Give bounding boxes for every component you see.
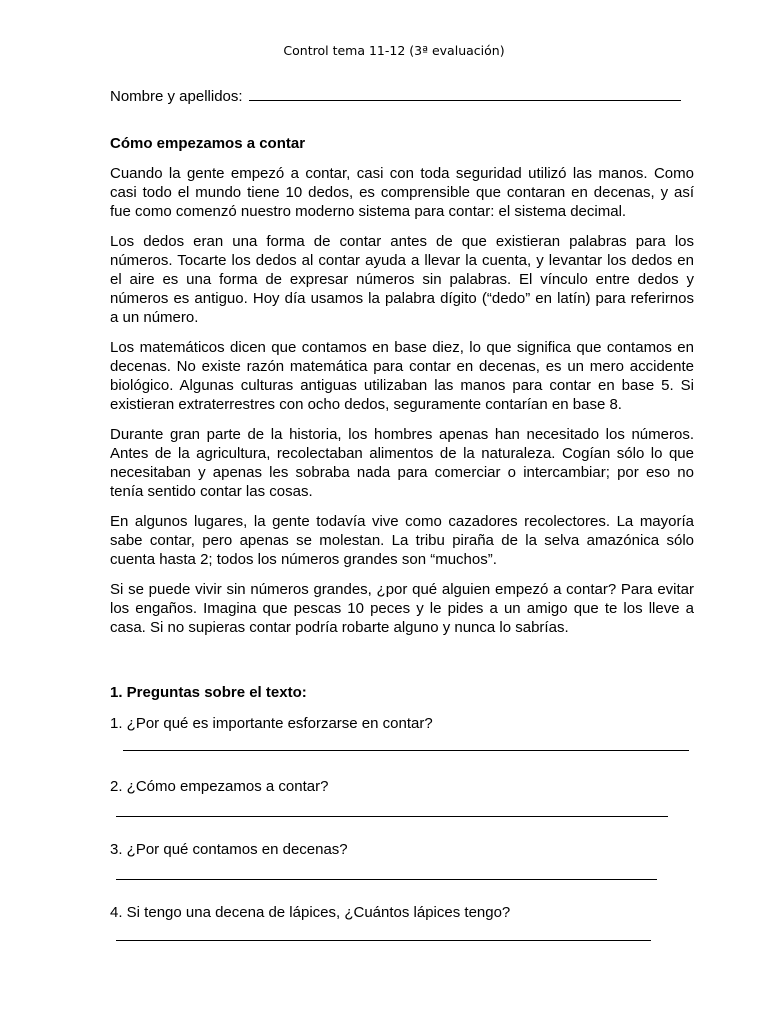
article-paragraph: Los matemáticos dicen que contamos en base diez, lo que significa que contamos en decenas. No existe razón matemática para contar en decenas, es un mero accidente biológico. Algunas culturas antiguas utilizaban las manos para contar en base 5. Si existieran extraterrestres con ocho dedos, seguramente contarían en base 8. bbox=[110, 339, 694, 413]
article-paragraph: Cuando la gente empezó a contar, casi con toda seguridad utilizó las manos. Como casi todo el mundo tiene 10 dedos, es comprensible que contaran en decenas, y así fue como comenzó nuestro moderno sistema para contar: el sistema decimal. bbox=[110, 165, 694, 220]
questions-section bbox=[110, 684, 694, 921]
answer-line-3[interactable] bbox=[116, 879, 657, 880]
name-field bbox=[110, 84, 690, 105]
page-header: Control tema 11-12 (3ª evaluación) bbox=[283, 43, 505, 58]
answer-line-1[interactable] bbox=[123, 750, 689, 751]
questions-title: 1. Preguntas sobre el texto: bbox=[110, 684, 307, 701]
question-1: 1. ¿Por qué es importante esforzarse en contar? bbox=[110, 715, 433, 732]
article-paragraph: Los dedos eran una forma de contar antes de que existieran palabras para los números. Tocarte los dedos al contar ayuda a llevar la cuenta, y levantar los dedos en el aire es una forma de expresar números sin palabras. El vínculo entre dedos y números es antiguo. Hoy día usamos la palabra dígito (“dedo” en latín) para referirnos a un número. bbox=[110, 233, 694, 326]
name-field-label: Nombre y apellidos: bbox=[110, 88, 247, 105]
article-paragraph: Si se puede vivir sin números grandes, ¿por qué alguien empezó a contar? Para evitar los engaños. Imagina que pescas 10 peces y le pides a un amigo que te los lleve a casa. Si no supieras contar podría robarte alguno y nunca lo sabrías. bbox=[110, 581, 694, 636]
name-input-line[interactable] bbox=[249, 84, 681, 101]
article-title: Cómo empezamos a contar bbox=[110, 135, 306, 152]
article-paragraph: En algunos lugares, la gente todavía vive como cazadores recolectores. La mayoría sabe contar, pero apenas se molestan. La tribu piraña de la selva amazónica sólo cuenta hasta 2; todos los números grandes son “muchos”. bbox=[110, 513, 694, 568]
article-paragraph: Durante gran parte de la historia, los hombres apenas han necesitado los números. Antes de la agricultura, recolectaban alimentos de la naturaleza. Cogían sólo lo que necesitaban y apenas les sobraba nada para comerciar o intercambiar; por eso no tenía sentido contar las cosas. bbox=[110, 426, 694, 500]
answer-line-4[interactable] bbox=[116, 940, 651, 941]
question-3: 3. ¿Por qué contamos en decenas? bbox=[110, 841, 348, 858]
question-2: 2. ¿Cómo empezamos a contar? bbox=[110, 778, 329, 795]
question-4: 4. Si tengo una decena de lápices, ¿Cuántos lápices tengo? bbox=[110, 904, 511, 921]
article-body bbox=[110, 164, 694, 648]
answer-line-2[interactable] bbox=[116, 816, 668, 817]
